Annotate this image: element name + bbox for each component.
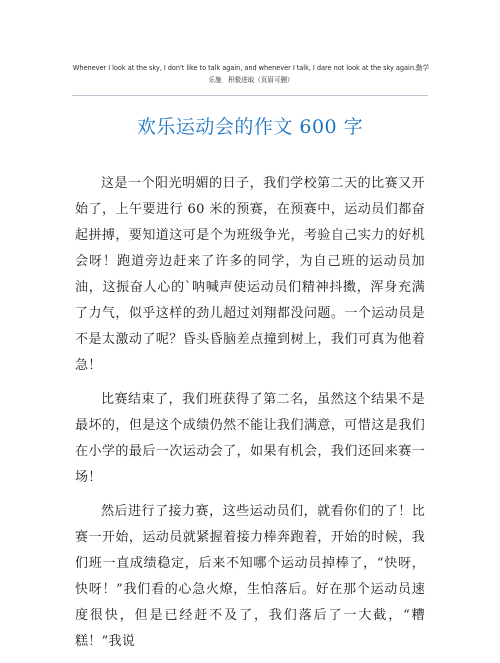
paragraph-3: 然后进行了接力赛，这些运动员们，就看你们的了！比赛一开始，运动员就紧握着接力棒奔跑着，开始的时候，我们班一直成绩稳定，后来不知哪个运动员掉棒了，“快呀，快呀！”我们看的心急火燎，生怕落后。好在那个运动员速度很快，但是已经赶不及了，我们落后了一大截，“糟糕！”我说 (75, 504, 425, 649)
paragraph-1: 这是一个阳光明媚的日子，我们学校第二天的比赛又开始了，上午要进行 60 米的预赛，在预赛中，运动员们都奋起拼搏，要知道这可是个为班级争光，考验自己实力的好机会呀！跑道旁边赶来了许多的同学，为自己班的运动员加油，这振奋人心的`呐喊声使运动员们精神抖擞，浑身充满了力气，似乎这样的劲儿超过刘翔都没问题。一个运动员是不是太激动了呢？昏头昏脑差点撞到树上，我们可真为他着急！ (75, 176, 425, 373)
document-body (75, 171, 425, 663)
page-header-text: Whenever I look at the sky, I don't like to talk again, and whenever I talk, I dare not look at the sky again.勤学乐施 积极进取（页眉可删） (72, 64, 430, 84)
paragraph-2: 比赛结束了，我们班获得了第二名，虽然这个结果不是最坏的，但是这个成绩仍然不能让我们满意，可惜这是我们在小学的最后一次运动会了，如果有机会，我们还回来赛一场！ (75, 392, 425, 485)
document-title: 欢乐运动会的作文 600 字 (136, 116, 364, 138)
header-divider (72, 95, 428, 96)
